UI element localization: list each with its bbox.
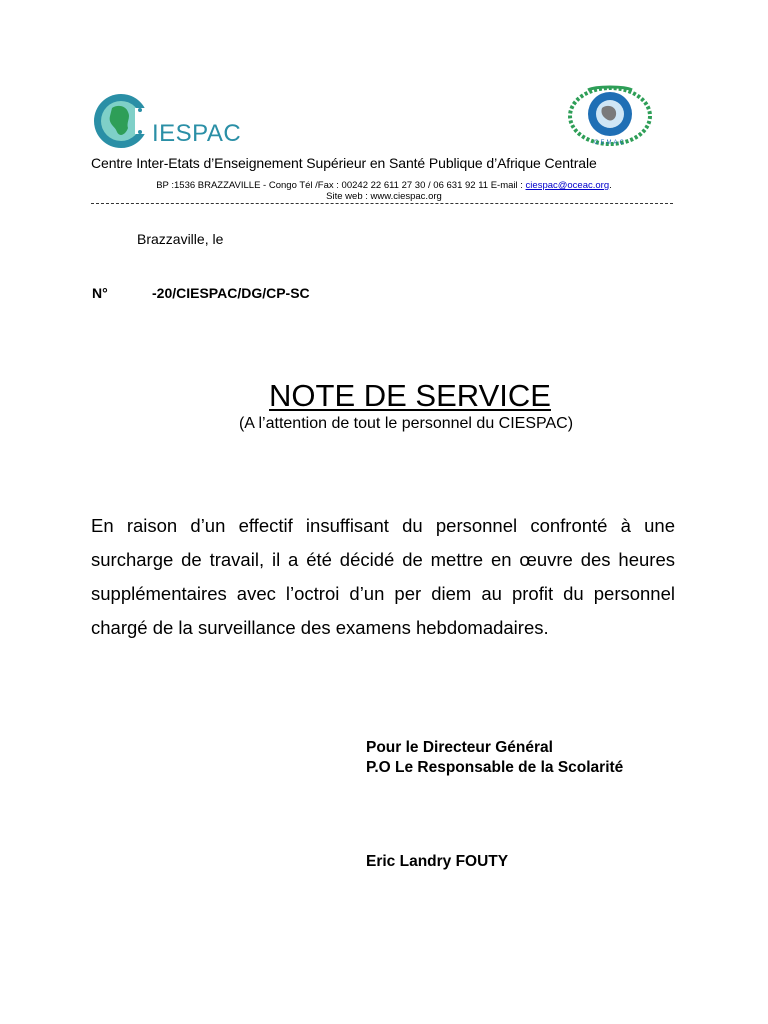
contact-details: BP :1536 BRAZZAVILLE - Congo Tél /Fax : 00242 22 611 27 30 / 06 631 92 11 E-mail :	[156, 180, 526, 191]
signatory-name: Eric Landry FOUTY	[366, 853, 509, 870]
signature-block	[366, 738, 623, 778]
contact-line	[0, 180, 768, 191]
document-subtitle: (A l’attention de tout le personnel du CIESPAC)	[238, 415, 574, 432]
email-link[interactable]: ciespac@oceac.org	[525, 180, 610, 191]
place-date: Brazzaville, le	[137, 231, 224, 247]
globe-logo-icon	[90, 88, 152, 150]
document-title: NOTE DE SERVICE	[269, 378, 551, 413]
cemac-emblem-icon	[560, 84, 660, 148]
contact-suffix: .	[609, 180, 612, 191]
signature-line-1: Pour le Directeur Général	[366, 739, 553, 756]
reference-number: -20/CIESPAC/DG/CP-SC	[152, 285, 310, 301]
ciespac-logo	[90, 86, 270, 152]
organization-name: Centre Inter-Etats d’Enseignement Supérieur en Santé Publique d’Afrique Centrale	[91, 155, 597, 171]
svg-text:CEMAC: CEMAC	[594, 140, 626, 146]
reference-label: N°	[92, 285, 108, 301]
cemac-emblem	[560, 84, 660, 148]
logo-wordmark: IESPAC	[152, 120, 242, 147]
website-line: Site web : www.ciespac.org	[326, 191, 442, 202]
header-divider	[91, 203, 673, 204]
signature-line-2: P.O Le Responsable de la Scolarité	[366, 759, 624, 776]
body-paragraph: En raison d’un effectif insuffisant du personnel confronté à une surcharge de travail, il a été décidé de mettre en œuvre des heures supplémentaires avec l’octroi d’un per diem au profit du personnel chargé de la surveillance des examens hebdomadaires.	[91, 515, 675, 638]
